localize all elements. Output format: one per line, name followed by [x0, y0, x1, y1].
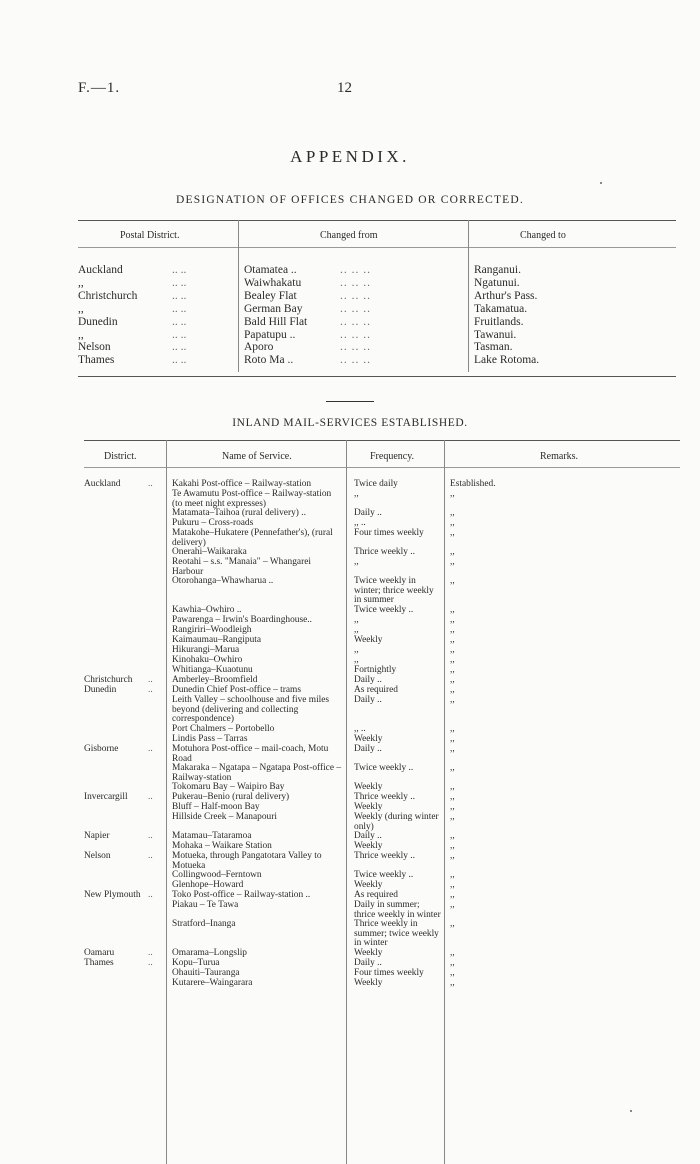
table2-service-name: Dunedin Chief Post-office – trams [172, 685, 301, 695]
table2-frequency: ,, [354, 489, 359, 499]
table2-remarks: ,, [450, 685, 455, 695]
table2-row [0, 480, 700, 490]
table2-service-name: Whitianga–Kuaotunu [172, 665, 253, 675]
leader-dots: .. .. .. [340, 276, 371, 289]
leader-dots: .. .. .. [340, 264, 371, 276]
table2-district: Auckland [84, 479, 121, 489]
table2-col-frequency: Frequency. [370, 451, 415, 462]
table2-remarks: ,, [450, 841, 455, 851]
leader-dots: .. [148, 675, 153, 685]
table2-remarks: ,, [450, 890, 455, 900]
table2-row [0, 548, 700, 558]
table2-row [0, 764, 700, 783]
table2-frequency: Daily .. [354, 831, 382, 841]
table2-row [0, 519, 700, 529]
table2-service-name: Onerahi–Waikaraka [172, 547, 247, 557]
table2-col-remarks: Remarks. [540, 451, 579, 462]
table1-row [0, 277, 700, 289]
table2-frequency: Thrice weekly in summer; twice weekly in winter [354, 919, 439, 948]
leader-dots: .. [148, 792, 153, 802]
table2-remarks: ,, [450, 675, 455, 685]
table2-remarks: ,, [450, 978, 455, 988]
table2-service-name: Otorohanga–Whawharua .. [172, 576, 274, 586]
table2-remarks: ,, [450, 802, 455, 812]
table2-header-rule [84, 467, 680, 468]
table2-remarks: ,, [450, 851, 455, 861]
table2-row [0, 696, 700, 725]
table2-service-name: Rangiriri–Woodleigh [172, 625, 252, 635]
table2-frequency: Thrice weekly .. [354, 851, 415, 861]
table1-row [0, 316, 700, 328]
table2-frequency: Weekly [354, 978, 383, 988]
table2-service-name: Tokomaru Bay – Waipiro Bay [172, 782, 285, 792]
leader-dots: .. .. [172, 289, 187, 302]
table2-row [0, 616, 700, 626]
table2-row [0, 577, 700, 606]
table1-row [0, 264, 700, 276]
table1-district: Christchurch [78, 289, 138, 302]
table2-service-name: Leith Valley – schoolhouse and five miles beyond (delivering and collecting correspondence) [172, 695, 330, 724]
table1-header-rule [78, 247, 676, 248]
table1-changed-to: Fruitlands. [474, 315, 524, 328]
table2-row [0, 979, 700, 989]
table2-remarks: ,, [450, 518, 455, 528]
table2-service-name: Kawhia–Owhiro .. [172, 605, 242, 615]
table2-remarks: ,, [450, 870, 455, 880]
table2-district: Nelson [84, 851, 111, 861]
table2-service-name: Kaimaumau–Rangiputa [172, 635, 262, 645]
table2-row [0, 803, 700, 813]
table2-district: Oamaru [84, 948, 115, 958]
table1-col-district: Postal District. [120, 230, 180, 241]
leader-dots: .. .. [172, 264, 187, 276]
table2-remarks: ,, [450, 615, 455, 625]
table2-service-name: Mohaka – Waikare Station [172, 841, 272, 851]
table1-top-rule [78, 220, 676, 221]
table2-remarks: ,, [450, 655, 455, 665]
table2-frequency: ,, [354, 625, 359, 635]
table1-changed-from: German Bay [244, 302, 303, 315]
table2-row [0, 529, 700, 548]
table2-remarks: ,, [450, 763, 455, 773]
leader-dots: .. [148, 831, 153, 841]
leader-dots: .. [148, 948, 153, 958]
scan-speck [630, 1110, 632, 1112]
table1-district: ,, [78, 276, 84, 289]
table2-row [0, 832, 700, 842]
table2-remarks: ,, [450, 605, 455, 615]
table2-frequency: Fortnightly [354, 665, 397, 675]
leader-dots: .. .. .. [340, 315, 371, 328]
table2-service-name: Pawarenga – Irwin's Boardinghouse.. [172, 615, 312, 625]
leader-dots: .. [148, 744, 153, 754]
table1-bottom-rule [78, 376, 676, 377]
table2-district: Dunedin [84, 685, 117, 695]
table2-title: INLAND MAIL-SERVICES ESTABLISHED. [232, 417, 468, 429]
table1-row [0, 290, 700, 302]
table2-frequency: Weekly [354, 734, 383, 744]
leader-dots: .. .. .. [340, 341, 371, 354]
table2-remarks: ,, [450, 528, 455, 538]
table2-row [0, 509, 700, 519]
table2-remarks: ,, [450, 782, 455, 792]
table2-service-name: Piakau – Te Tawa [172, 900, 239, 910]
table2-service-name: Collingwood–Ferntown [172, 870, 262, 880]
table2-row [0, 656, 700, 666]
table2-service-name: Pukuru – Cross-roads [172, 518, 254, 528]
table2-row [0, 813, 700, 832]
table2-frequency: ,, .. [354, 518, 366, 528]
table2-remarks: ,, [450, 734, 455, 744]
table2-remarks: ,, [450, 812, 455, 822]
table2-frequency: Weekly [354, 841, 383, 851]
table2-service-name: Kopu–Turua [172, 958, 220, 968]
table1-changed-to: Arthur's Pass. [474, 289, 538, 302]
table2-row [0, 606, 700, 616]
table1-changed-from: Bealey Flat [244, 289, 297, 302]
table1-changed-from: Otamatea .. [244, 264, 297, 276]
table2-service-name: Ohauiti–Tauranga [172, 968, 240, 978]
table2-frequency: Weekly (during winter only) [354, 812, 439, 832]
leader-dots: .. .. [172, 302, 187, 315]
table2-frequency: Four times weekly [354, 968, 424, 978]
table1-col-to: Changed to [520, 230, 566, 241]
table2-service-name: Hillside Creek – Manapouri [172, 812, 277, 822]
table2-service-name: Makaraka – Ngatapa – Ngatapa Post-office – Railway-station [172, 763, 342, 783]
table2-frequency: Thrice weekly .. [354, 547, 415, 557]
table1-district: Nelson [78, 341, 111, 354]
table2-service-name: Reotahi – s.s. "Manaia" – Whangarei Harbour [172, 557, 311, 577]
table2-service-name: Port Chalmers – Portobello [172, 724, 275, 734]
table2-row [0, 636, 700, 646]
table2-frequency: ,, [354, 615, 359, 625]
table2-frequency: Twice weekly .. [354, 763, 414, 773]
table1-row [0, 341, 700, 353]
leader-dots: .. [148, 958, 153, 968]
table1-col-from: Changed from [320, 230, 378, 241]
table2-frequency: Weekly [354, 880, 383, 890]
table2-district: New Plymouth [84, 890, 141, 900]
table2-remarks: ,, [450, 948, 455, 958]
table2-service-name: Glenhope–Howard [172, 880, 244, 890]
leader-dots: .. .. .. [340, 328, 371, 341]
table2-row [0, 852, 700, 871]
table1-title: DESIGNATION OF OFFICES CHANGED OR CORRECTED. [176, 194, 524, 206]
scan-speck [600, 182, 602, 184]
table2-remarks: ,, [450, 665, 455, 675]
table2-district: Napier [84, 831, 110, 841]
table2-remarks: ,, [450, 645, 455, 655]
table2-row [0, 901, 700, 920]
table2-row [0, 871, 700, 881]
header-doc-ref: F.—1. [78, 80, 121, 96]
table1-changed-from: Aporo [244, 341, 274, 354]
table2-service-name: Bluff – Half-moon Bay [172, 802, 260, 812]
leader-dots: .. .. [172, 341, 187, 354]
leader-dots: .. [148, 479, 153, 489]
table2-col-service: Name of Service. [222, 451, 292, 462]
table1-district: Dunedin [78, 315, 118, 328]
table2-frequency: Daily in summer; thrice weekly in winter [354, 900, 441, 920]
table2-service-name: Te Awamutu Post-office – Railway-station (to meet night expresses) [172, 489, 332, 509]
table1-changed-from: Roto Ma .. [244, 354, 294, 367]
table2-remarks: ,, [450, 625, 455, 635]
table2-service-name: Hikurangi–Marua [172, 645, 240, 655]
table2-frequency: Twice daily [354, 479, 398, 489]
table2-frequency: Daily .. [354, 695, 382, 705]
table2-frequency: Daily .. [354, 675, 382, 685]
table2-remarks: Established. [450, 479, 496, 489]
table2-frequency: Daily .. [354, 508, 382, 518]
table2-service-name: Amberley–Broomfield [172, 675, 258, 685]
table1-changed-to: Tawanui. [474, 328, 517, 341]
table1-changed-to: Tasman. [474, 341, 513, 354]
leader-dots: .. .. .. [340, 289, 371, 302]
table2-frequency: Twice weekly .. [354, 870, 414, 880]
table1-row [0, 303, 700, 315]
leader-dots: .. .. .. [340, 302, 371, 315]
leader-dots: .. .. [172, 276, 187, 289]
table2-frequency: Weekly [354, 802, 383, 812]
table1-district: Thames [78, 354, 115, 367]
section-divider [326, 401, 374, 402]
table2-remarks: ,, [450, 831, 455, 841]
table2-remarks: ,, [450, 958, 455, 968]
table2-remarks: ,, [450, 919, 455, 929]
table2-row [0, 490, 700, 509]
table2-remarks: ,, [450, 744, 455, 754]
table2-frequency: Four times weekly [354, 528, 424, 538]
table2-frequency: ,, [354, 655, 359, 665]
table2-service-name: Lindis Pass – Tarras [172, 734, 248, 744]
table2-service-name: Kakahi Post-office – Railway-station [172, 479, 312, 489]
table1-changed-to: Ngatunui. [474, 276, 520, 289]
table1-changed-from: Papatupu .. [244, 328, 296, 341]
table1-row [0, 354, 700, 366]
table2-row [0, 646, 700, 656]
table2-frequency: As required [354, 685, 398, 695]
table1-changed-to: Lake Rotoma. [474, 354, 540, 367]
table2-service-name: Stratford–Inanga [172, 919, 236, 929]
table1-changed-to: Ranganui. [474, 264, 521, 276]
table2-row [0, 920, 700, 949]
table2-service-name: Matamata–Taihoa (rural delivery) .. [172, 508, 306, 518]
table2-remarks: ,, [450, 792, 455, 802]
table2-district: Christchurch [84, 675, 133, 685]
table2-service-name: Pukerau–Benio (rural delivery) [172, 792, 290, 802]
table1-changed-from: Waiwhakatu [244, 276, 302, 289]
table2-frequency: Weekly [354, 948, 383, 958]
table2-row [0, 686, 700, 696]
appendix-title: APPENDIX. [290, 147, 410, 166]
table2-remarks: ,, [450, 508, 455, 518]
table2-service-name: Toko Post-office – Railway-station .. [172, 890, 311, 900]
table2-service-name: Motueka, through Pangatotara Valley to Motueka [172, 851, 322, 871]
table2-district: Invercargill [84, 792, 128, 802]
leader-dots: .. .. [172, 354, 187, 367]
table2-district: Gisborne [84, 744, 119, 754]
table2-remarks: ,, [450, 489, 455, 499]
table2-frequency: Weekly [354, 635, 383, 645]
table2-remarks: ,, [450, 900, 455, 910]
table2-frequency: Thrice weekly .. [354, 792, 415, 802]
table2-row [0, 969, 700, 979]
leader-dots: .. [148, 890, 153, 900]
table2-service-name: Matamau–Tataramoa [172, 831, 252, 841]
table1-district: ,, [78, 302, 84, 315]
table2-remarks: ,, [450, 724, 455, 734]
table2-service-name: Matakohe–Hukatere (Pennefather's), (rural delivery) [172, 528, 333, 548]
table2-row [0, 626, 700, 636]
table2-frequency: Daily .. [354, 958, 382, 968]
table2-remarks: ,, [450, 695, 455, 705]
table2-frequency: Twice weekly .. [354, 605, 414, 615]
leader-dots: .. [148, 851, 153, 861]
table1-district: Auckland [78, 264, 123, 276]
table2-service-name: Kutarere–Waingarara [172, 978, 253, 988]
table2-frequency: ,, [354, 645, 359, 655]
table2-remarks: ,, [450, 547, 455, 557]
leader-dots: .. .. .. [340, 354, 371, 367]
table1-changed-from: Bald Hill Flat [244, 315, 308, 328]
table2-col-district: District. [104, 451, 137, 462]
table2-remarks: ,, [450, 968, 455, 978]
table2-row [0, 793, 700, 803]
table2-row [0, 745, 700, 764]
table2-top-rule [84, 440, 680, 441]
table2-body [0, 480, 700, 989]
table1-changed-to: Takamatua. [474, 302, 528, 315]
table2-frequency: Daily .. [354, 744, 382, 754]
table2-row [0, 558, 700, 577]
table2-remarks: ,, [450, 880, 455, 890]
table2-remarks: ,, [450, 635, 455, 645]
leader-dots: .. [148, 685, 153, 695]
table2-remarks: ,, [450, 576, 455, 586]
table2-row [0, 725, 700, 735]
table2-service-name: Motuhora Post-office – mail-coach, Motu Road [172, 744, 329, 764]
table2-service-name: Kinohaku–Owhiro [172, 655, 243, 665]
table2-district: Thames [84, 958, 114, 968]
table2-row [0, 891, 700, 901]
table2-service-name: Omarama–Longslip [172, 948, 247, 958]
table2-remarks: ,, [450, 557, 455, 567]
table2-frequency: Weekly [354, 782, 383, 792]
table2-frequency: ,, .. [354, 724, 366, 734]
table1-district: ,, [78, 328, 84, 341]
table2-frequency: As required [354, 890, 398, 900]
page-number: 12 [337, 80, 352, 96]
table2-frequency: Twice weekly in winter; thrice weekly in summer [354, 576, 434, 605]
table2-row [0, 959, 700, 969]
leader-dots: .. .. [172, 315, 187, 328]
table1-row [0, 329, 700, 341]
leader-dots: .. .. [172, 328, 187, 341]
table2-frequency: ,, [354, 557, 359, 567]
